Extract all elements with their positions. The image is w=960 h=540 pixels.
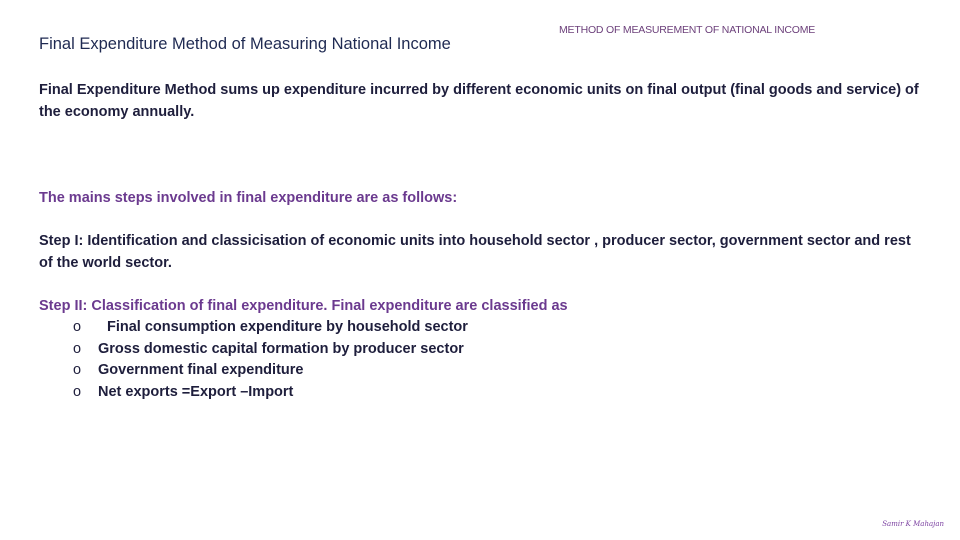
list-item — [73, 382, 468, 404]
step-2-text: Classification of final expenditure. Final expenditure are classified as — [87, 298, 568, 314]
list-item — [73, 339, 468, 361]
bullet-icon: o — [73, 362, 82, 378]
bullet-icon: o — [73, 383, 82, 400]
section-header: METHOD OF MEASUREMENT OF NATIONAL INCOME — [559, 24, 816, 36]
step-1-paragraph: Step I: Identification and classicisation of economic units into household sector , producer sector, government sector and rest of the world sector. — [39, 233, 911, 271]
list-item — [73, 360, 468, 382]
intro-paragraph: Final Expenditure Method sums up expenditure incurred by different economic units on final output (final goods and service) of the economy annually. — [39, 82, 919, 120]
list-item-text: Net exports =Export –Import — [98, 383, 294, 400]
step-2-paragraph — [39, 295, 919, 317]
list-item-text: Government final expenditure — [98, 362, 304, 378]
bullet-icon: o — [73, 340, 82, 357]
author-signature: Samir K Mahajan — [882, 520, 944, 528]
slide-title: Final Expenditure Method of Measuring National Income — [39, 35, 451, 53]
list-item — [73, 317, 468, 339]
list-item-text: Final consumption expenditure by household sector — [107, 319, 468, 335]
step-2-label: Step II: — [39, 298, 88, 314]
classification-list — [73, 317, 468, 403]
list-item-text: Gross domestic capital formation by producer sector — [98, 340, 464, 357]
steps-heading: The mains steps involved in final expenditure are as follows: — [39, 190, 458, 206]
bullet-icon: o — [73, 319, 82, 335]
